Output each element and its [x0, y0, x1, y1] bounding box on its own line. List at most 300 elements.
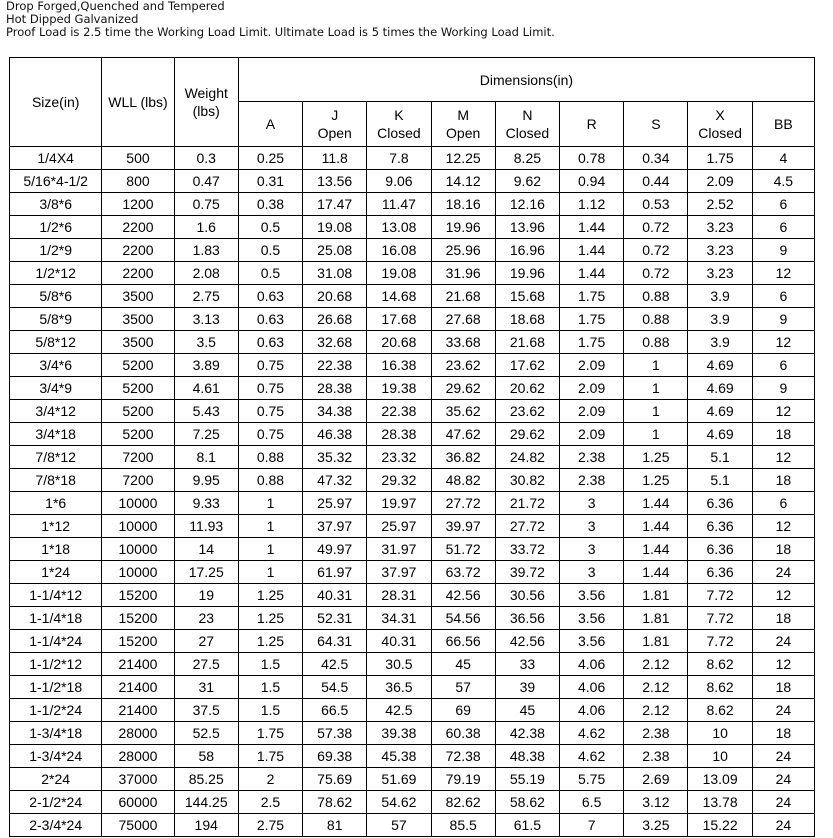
cell-r: 0.94 [560, 170, 624, 193]
cell-a: 0.31 [238, 170, 302, 193]
cell-size: 5/8*6 [10, 285, 102, 308]
header-r: R [560, 102, 624, 147]
header-wll: WLL (lbs) [102, 58, 174, 147]
cell-size: 1*18 [10, 538, 102, 561]
cell-wll: 5200 [102, 354, 174, 377]
cell-n-closed: 39 [495, 676, 559, 699]
cell-x-closed: 3.23 [688, 216, 752, 239]
cell-bb: 24 [752, 791, 814, 814]
cell-a: 1 [238, 538, 302, 561]
cell-j-open: 37.97 [303, 515, 367, 538]
cell-m-open: 21.68 [431, 285, 495, 308]
cell-size: 7/8*18 [10, 469, 102, 492]
cell-bb: 18 [752, 538, 814, 561]
cell-n-closed: 42.38 [495, 722, 559, 745]
cell-s: 0.53 [624, 193, 688, 216]
cell-weight: 17.25 [174, 561, 238, 584]
cell-m-open: 35.62 [431, 400, 495, 423]
cell-bb: 18 [752, 676, 814, 699]
cell-bb: 24 [752, 745, 814, 768]
cell-r: 2.38 [560, 446, 624, 469]
cell-bb: 24 [752, 630, 814, 653]
cell-size: 1*12 [10, 515, 102, 538]
cell-s: 1.81 [624, 630, 688, 653]
cell-x-closed: 6.36 [688, 492, 752, 515]
cell-a: 0.5 [238, 262, 302, 285]
table-body [10, 147, 815, 837]
cell-r: 2.38 [560, 469, 624, 492]
cell-x-closed: 1.75 [688, 147, 752, 170]
cell-weight: 14 [174, 538, 238, 561]
cell-a: 1.5 [238, 676, 302, 699]
cell-bb: 9 [752, 377, 814, 400]
cell-size: 1-1/4*12 [10, 584, 102, 607]
table-row [10, 630, 815, 653]
table-row [10, 446, 815, 469]
cell-size: 2-3/4*24 [10, 814, 102, 837]
cell-k-closed: 16.38 [367, 354, 431, 377]
cell-r: 1.75 [560, 308, 624, 331]
cell-k-closed: 19.08 [367, 262, 431, 285]
cell-x-closed: 15.22 [688, 814, 752, 837]
cell-a: 0.88 [238, 446, 302, 469]
cell-j-open: 26.68 [303, 308, 367, 331]
cell-r: 3.56 [560, 584, 624, 607]
cell-k-closed: 36.5 [367, 676, 431, 699]
cell-r: 1.75 [560, 285, 624, 308]
cell-n-closed: 30.82 [495, 469, 559, 492]
cell-j-open: 66.5 [303, 699, 367, 722]
cell-r: 3.56 [560, 607, 624, 630]
cell-wll: 5200 [102, 400, 174, 423]
cell-a: 0.75 [238, 377, 302, 400]
cell-j-open: 81 [303, 814, 367, 837]
cell-bb: 9 [752, 239, 814, 262]
table-row [10, 699, 815, 722]
header-dimensions: Dimensions(in) [238, 58, 814, 102]
cell-r: 4.06 [560, 676, 624, 699]
cell-k-closed: 34.31 [367, 607, 431, 630]
header-m-open: M Open [431, 102, 495, 147]
cell-size: 1*6 [10, 492, 102, 515]
cell-x-closed: 3.23 [688, 239, 752, 262]
cell-k-closed: 16.08 [367, 239, 431, 262]
cell-k-closed: 45.38 [367, 745, 431, 768]
cell-r: 7 [560, 814, 624, 837]
cell-wll: 7200 [102, 469, 174, 492]
header-size: Size(in) [10, 58, 102, 147]
cell-n-closed: 33 [495, 653, 559, 676]
table-row [10, 308, 815, 331]
spec-notes [6, 0, 555, 39]
cell-wll: 3500 [102, 331, 174, 354]
cell-k-closed: 19.97 [367, 492, 431, 515]
cell-m-open: 42.56 [431, 584, 495, 607]
cell-weight: 144.25 [174, 791, 238, 814]
cell-s: 2.38 [624, 722, 688, 745]
cell-m-open: 54.56 [431, 607, 495, 630]
cell-r: 2.09 [560, 423, 624, 446]
cell-n-closed: 13.96 [495, 216, 559, 239]
cell-s: 0.72 [624, 239, 688, 262]
cell-s: 1 [624, 400, 688, 423]
cell-a: 0.63 [238, 285, 302, 308]
cell-a: 0.75 [238, 423, 302, 446]
cell-a: 1.5 [238, 699, 302, 722]
cell-m-open: 57 [431, 676, 495, 699]
cell-k-closed: 14.68 [367, 285, 431, 308]
cell-j-open: 49.97 [303, 538, 367, 561]
cell-size: 5/8*9 [10, 308, 102, 331]
cell-j-open: 25.08 [303, 239, 367, 262]
cell-j-open: 61.97 [303, 561, 367, 584]
cell-m-open: 51.72 [431, 538, 495, 561]
cell-wll: 60000 [102, 791, 174, 814]
cell-k-closed: 39.38 [367, 722, 431, 745]
cell-weight: 58 [174, 745, 238, 768]
cell-size: 1-1/2*24 [10, 699, 102, 722]
cell-a: 1 [238, 561, 302, 584]
cell-m-open: 63.72 [431, 561, 495, 584]
cell-size: 2*24 [10, 768, 102, 791]
cell-s: 2.38 [624, 745, 688, 768]
header-s: S [624, 102, 688, 147]
cell-wll: 2200 [102, 216, 174, 239]
cell-n-closed: 29.62 [495, 423, 559, 446]
cell-a: 2 [238, 768, 302, 791]
cell-x-closed: 6.36 [688, 561, 752, 584]
cell-n-closed: 15.68 [495, 285, 559, 308]
cell-s: 1 [624, 354, 688, 377]
cell-weight: 19 [174, 584, 238, 607]
cell-j-open: 35.32 [303, 446, 367, 469]
header-j-open: J Open [303, 102, 367, 147]
cell-j-open: 42.5 [303, 653, 367, 676]
cell-a: 2.75 [238, 814, 302, 837]
cell-a: 2.5 [238, 791, 302, 814]
cell-k-closed: 20.68 [367, 331, 431, 354]
table-row [10, 216, 815, 239]
cell-x-closed: 4.69 [688, 400, 752, 423]
cell-k-closed: 30.5 [367, 653, 431, 676]
cell-k-closed: 42.5 [367, 699, 431, 722]
cell-r: 1.44 [560, 262, 624, 285]
cell-weight: 0.3 [174, 147, 238, 170]
cell-a: 0.5 [238, 216, 302, 239]
cell-r: 4.06 [560, 653, 624, 676]
cell-m-open: 27.68 [431, 308, 495, 331]
table-row [10, 676, 815, 699]
header-n-closed: N Closed [495, 102, 559, 147]
table-row [10, 400, 815, 423]
cell-bb: 6 [752, 216, 814, 239]
cell-s: 0.72 [624, 262, 688, 285]
cell-r: 3 [560, 561, 624, 584]
cell-x-closed: 13.78 [688, 791, 752, 814]
cell-size: 1-1/4*18 [10, 607, 102, 630]
cell-j-open: 31.08 [303, 262, 367, 285]
cell-size: 1-3/4*24 [10, 745, 102, 768]
cell-s: 1.25 [624, 469, 688, 492]
cell-m-open: 12.25 [431, 147, 495, 170]
cell-weight: 37.5 [174, 699, 238, 722]
cell-x-closed: 10 [688, 722, 752, 745]
cell-weight: 1.6 [174, 216, 238, 239]
cell-k-closed: 57 [367, 814, 431, 837]
cell-wll: 10000 [102, 492, 174, 515]
cell-r: 5.75 [560, 768, 624, 791]
cell-bb: 6 [752, 285, 814, 308]
cell-n-closed: 19.96 [495, 262, 559, 285]
table-row [10, 469, 815, 492]
cell-k-closed: 11.47 [367, 193, 431, 216]
cell-s: 1.44 [624, 561, 688, 584]
cell-m-open: 79.19 [431, 768, 495, 791]
cell-weight: 23 [174, 607, 238, 630]
cell-weight: 27.5 [174, 653, 238, 676]
cell-n-closed: 55.19 [495, 768, 559, 791]
cell-j-open: 17.47 [303, 193, 367, 216]
cell-s: 0.72 [624, 216, 688, 239]
cell-weight: 3.89 [174, 354, 238, 377]
cell-m-open: 66.56 [431, 630, 495, 653]
table-row [10, 561, 815, 584]
cell-wll: 15200 [102, 607, 174, 630]
cell-s: 1.81 [624, 584, 688, 607]
cell-x-closed: 7.72 [688, 607, 752, 630]
cell-n-closed: 21.72 [495, 492, 559, 515]
cell-size: 2-1/2*24 [10, 791, 102, 814]
cell-r: 1.44 [560, 239, 624, 262]
cell-x-closed: 2.52 [688, 193, 752, 216]
cell-wll: 5200 [102, 377, 174, 400]
cell-x-closed: 10 [688, 745, 752, 768]
cell-m-open: 31.96 [431, 262, 495, 285]
cell-size: 1/2*6 [10, 216, 102, 239]
cell-wll: 2200 [102, 262, 174, 285]
note-line-1: Drop Forged,Quenched and Tempered [6, 0, 225, 13]
cell-m-open: 39.97 [431, 515, 495, 538]
cell-s: 1.81 [624, 607, 688, 630]
cell-k-closed: 28.31 [367, 584, 431, 607]
cell-size: 3/4*18 [10, 423, 102, 446]
cell-x-closed: 3.9 [688, 285, 752, 308]
cell-m-open: 82.62 [431, 791, 495, 814]
cell-j-open: 22.38 [303, 354, 367, 377]
cell-bb: 18 [752, 423, 814, 446]
cell-s: 3.25 [624, 814, 688, 837]
table-row [10, 538, 815, 561]
table-row [10, 791, 815, 814]
cell-size: 1-1/2*18 [10, 676, 102, 699]
header-x-closed: X Closed [688, 102, 752, 147]
cell-r: 1.75 [560, 331, 624, 354]
cell-x-closed: 13.09 [688, 768, 752, 791]
table-row [10, 262, 815, 285]
cell-bb: 9 [752, 308, 814, 331]
cell-a: 1.75 [238, 745, 302, 768]
cell-bb: 18 [752, 722, 814, 745]
cell-wll: 3500 [102, 308, 174, 331]
cell-a: 0.63 [238, 331, 302, 354]
cell-weight: 2.75 [174, 285, 238, 308]
cell-k-closed: 17.68 [367, 308, 431, 331]
cell-n-closed: 18.68 [495, 308, 559, 331]
header-k-closed: K Closed [367, 102, 431, 147]
cell-n-closed: 45 [495, 699, 559, 722]
table-row [10, 768, 815, 791]
cell-n-closed: 42.56 [495, 630, 559, 653]
cell-weight: 8.1 [174, 446, 238, 469]
cell-weight: 7.25 [174, 423, 238, 446]
table-row [10, 515, 815, 538]
cell-x-closed: 3.23 [688, 262, 752, 285]
cell-j-open: 57.38 [303, 722, 367, 745]
cell-r: 2.09 [560, 377, 624, 400]
cell-bb: 12 [752, 584, 814, 607]
cell-x-closed: 4.69 [688, 354, 752, 377]
cell-r: 3 [560, 492, 624, 515]
table-row [10, 331, 815, 354]
cell-s: 2.69 [624, 768, 688, 791]
cell-bb: 18 [752, 469, 814, 492]
cell-wll: 37000 [102, 768, 174, 791]
cell-wll: 500 [102, 147, 174, 170]
cell-x-closed: 4.69 [688, 377, 752, 400]
cell-r: 3.56 [560, 630, 624, 653]
cell-size: 1*24 [10, 561, 102, 584]
cell-j-open: 54.5 [303, 676, 367, 699]
cell-bb: 6 [752, 193, 814, 216]
cell-size: 3/8*6 [10, 193, 102, 216]
table-row [10, 285, 815, 308]
cell-j-open: 34.38 [303, 400, 367, 423]
cell-s: 0.88 [624, 308, 688, 331]
cell-size: 1/2*9 [10, 239, 102, 262]
cell-bb: 12 [752, 331, 814, 354]
cell-r: 4.06 [560, 699, 624, 722]
cell-weight: 3.13 [174, 308, 238, 331]
table-row [10, 193, 815, 216]
table-row [10, 423, 815, 446]
cell-wll: 5200 [102, 423, 174, 446]
cell-n-closed: 24.82 [495, 446, 559, 469]
cell-wll: 2200 [102, 239, 174, 262]
cell-k-closed: 54.62 [367, 791, 431, 814]
cell-j-open: 32.68 [303, 331, 367, 354]
cell-weight: 0.47 [174, 170, 238, 193]
cell-m-open: 27.72 [431, 492, 495, 515]
cell-wll: 1200 [102, 193, 174, 216]
cell-a: 0.75 [238, 354, 302, 377]
cell-a: 1.25 [238, 630, 302, 653]
cell-x-closed: 7.72 [688, 584, 752, 607]
cell-bb: 12 [752, 400, 814, 423]
cell-bb: 24 [752, 561, 814, 584]
cell-j-open: 64.31 [303, 630, 367, 653]
table-row [10, 722, 815, 745]
cell-a: 1.75 [238, 722, 302, 745]
cell-r: 3 [560, 538, 624, 561]
cell-n-closed: 23.62 [495, 400, 559, 423]
cell-bb: 12 [752, 515, 814, 538]
cell-s: 2.12 [624, 699, 688, 722]
cell-a: 1.25 [238, 584, 302, 607]
cell-s: 2.12 [624, 653, 688, 676]
cell-size: 3/4*12 [10, 400, 102, 423]
cell-bb: 4 [752, 147, 814, 170]
cell-s: 1.25 [624, 446, 688, 469]
cell-x-closed: 5.1 [688, 446, 752, 469]
note-line-2: Hot Dipped Galvanized [6, 12, 139, 26]
cell-wll: 15200 [102, 584, 174, 607]
cell-s: 0.34 [624, 147, 688, 170]
cell-a: 1 [238, 515, 302, 538]
cell-r: 4.62 [560, 745, 624, 768]
cell-s: 0.88 [624, 331, 688, 354]
cell-a: 0.25 [238, 147, 302, 170]
cell-m-open: 69 [431, 699, 495, 722]
cell-size: 1-1/4*24 [10, 630, 102, 653]
cell-j-open: 11.8 [303, 147, 367, 170]
header-row-top [10, 58, 815, 102]
cell-a: 1.25 [238, 607, 302, 630]
cell-m-open: 19.96 [431, 216, 495, 239]
cell-m-open: 45 [431, 653, 495, 676]
cell-bb: 12 [752, 653, 814, 676]
cell-bb: 24 [752, 814, 814, 837]
cell-r: 6.5 [560, 791, 624, 814]
cell-m-open: 48.82 [431, 469, 495, 492]
cell-j-open: 78.62 [303, 791, 367, 814]
cell-a: 1 [238, 492, 302, 515]
table-row [10, 653, 815, 676]
cell-bb: 18 [752, 607, 814, 630]
header-a: A [238, 102, 302, 147]
cell-a: 1.5 [238, 653, 302, 676]
cell-wll: 10000 [102, 538, 174, 561]
cell-n-closed: 36.56 [495, 607, 559, 630]
cell-s: 0.88 [624, 285, 688, 308]
cell-s: 2.12 [624, 676, 688, 699]
cell-bb: 24 [752, 768, 814, 791]
cell-n-closed: 27.72 [495, 515, 559, 538]
table-row [10, 239, 815, 262]
cell-wll: 28000 [102, 722, 174, 745]
cell-x-closed: 7.72 [688, 630, 752, 653]
cell-n-closed: 12.16 [495, 193, 559, 216]
cell-weight: 194 [174, 814, 238, 837]
cell-weight: 3.5 [174, 331, 238, 354]
cell-weight: 9.33 [174, 492, 238, 515]
cell-s: 1 [624, 377, 688, 400]
cell-m-open: 85.5 [431, 814, 495, 837]
table-row [10, 354, 815, 377]
cell-k-closed: 40.31 [367, 630, 431, 653]
cell-weight: 11.93 [174, 515, 238, 538]
cell-weight: 2.08 [174, 262, 238, 285]
cell-size: 1/2*12 [10, 262, 102, 285]
cell-weight: 5.43 [174, 400, 238, 423]
cell-m-open: 72.38 [431, 745, 495, 768]
cell-weight: 52.5 [174, 722, 238, 745]
cell-n-closed: 17.62 [495, 354, 559, 377]
table-row [10, 584, 815, 607]
cell-x-closed: 5.1 [688, 469, 752, 492]
cell-n-closed: 48.38 [495, 745, 559, 768]
cell-k-closed: 22.38 [367, 400, 431, 423]
cell-k-closed: 19.38 [367, 377, 431, 400]
